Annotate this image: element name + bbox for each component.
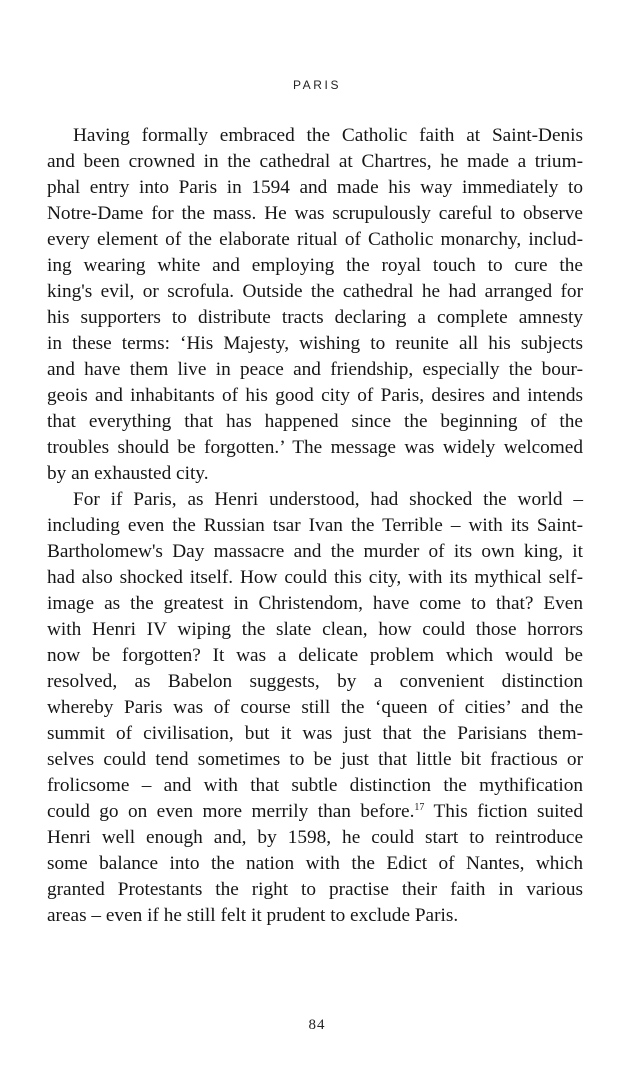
line-text: including even the Russian tsar Ivan the Terrible – with its Saint- <box>47 515 583 536</box>
text-line <box>47 851 583 877</box>
line-text: selves could tend sometimes to be just that little bit fractious or <box>47 749 583 770</box>
line-text: summit of civilisation, but it was just that the Parisians them- <box>47 723 583 744</box>
line-text: Having formally embraced the Catholic faith at Saint-Denis <box>73 125 583 146</box>
text-line <box>47 331 583 357</box>
text-line <box>47 357 583 383</box>
text-line <box>47 201 583 227</box>
line-text-continued: This fiction suited <box>424 801 583 822</box>
line-text: frolicsome – and with that subtle distinction the mythification <box>47 775 583 796</box>
text-line <box>47 383 583 409</box>
line-text: by an exhausted city. <box>47 463 209 484</box>
line-text: that everything that has happened since the beginning of the <box>47 411 583 432</box>
text-line <box>47 825 583 851</box>
text-line <box>47 175 583 201</box>
text-line <box>47 487 583 513</box>
body-text <box>47 123 583 929</box>
line-text: resolved, as Babelon suggests, by a convenient distinction <box>47 671 583 692</box>
text-line <box>47 877 583 903</box>
text-line <box>47 721 583 747</box>
text-line <box>47 643 583 669</box>
text-line <box>47 565 583 591</box>
line-text: could go on even more merrily than before. <box>47 801 415 822</box>
line-text: areas – even if he still felt it prudent to exclude Paris. <box>47 905 459 926</box>
text-line <box>47 591 583 617</box>
text-line <box>47 279 583 305</box>
line-text: troubles should be forgotten.’ The message was widely welcomed <box>47 437 583 458</box>
line-text: For if Paris, as Henri understood, had shocked the world – <box>73 489 583 510</box>
line-text: whereby Paris was of course still the ‘queen of cities’ and the <box>47 697 583 718</box>
line-text: ing wearing white and employing the royal touch to cure the <box>47 255 583 276</box>
footnote-reference: 17 <box>414 802 425 813</box>
text-line <box>47 435 583 461</box>
text-line <box>47 513 583 539</box>
text-line <box>47 799 583 825</box>
text-line <box>47 669 583 695</box>
text-line <box>47 773 583 799</box>
text-line <box>47 305 583 331</box>
paragraph-1 <box>47 123 583 487</box>
line-text: king's evil, or scrofula. Outside the cathedral he had arranged for <box>47 281 583 302</box>
line-text: every element of the elaborate ritual of Catholic monarchy, includ- <box>47 229 583 250</box>
text-line <box>47 903 583 929</box>
text-line <box>47 461 583 487</box>
line-text: phal entry into Paris in 1594 and made his way immediately to <box>47 177 583 198</box>
text-line <box>47 409 583 435</box>
page-number: 84 <box>308 1017 326 1033</box>
text-line <box>47 253 583 279</box>
line-text: Bartholomew's Day massacre and the murder of its own king, it <box>47 541 583 562</box>
text-line <box>47 149 583 175</box>
line-text: image as the greatest in Christendom, have come to that? Even <box>47 593 583 614</box>
running-head: PARIS <box>292 78 342 92</box>
line-text: Notre-Dame for the mass. He was scrupulously careful to observe <box>47 203 583 224</box>
line-text: geois and inhabitants of his good city of Paris, desires and intends <box>47 385 583 406</box>
line-text: granted Protestants the right to practise their faith in various <box>47 879 583 900</box>
line-text: in these terms: ‘His Majesty, wishing to reunite all his subjects <box>47 333 583 354</box>
line-text: Henri well enough and, by 1598, he could start to reintroduce <box>47 827 583 848</box>
line-text: his supporters to distribute tracts declaring a complete amnesty <box>47 307 583 328</box>
paragraph-2 <box>47 487 583 929</box>
text-line <box>47 123 583 149</box>
line-text: and been crowned in the cathedral at Chartres, he made a trium- <box>47 151 583 172</box>
text-line <box>47 695 583 721</box>
line-text: and have them live in peace and friendship, especially the bour- <box>47 359 583 380</box>
text-line <box>47 747 583 773</box>
text-line <box>47 539 583 565</box>
line-text: with Henri IV wiping the slate clean, how could those horrors <box>47 619 583 640</box>
line-text: some balance into the nation with the Edict of Nantes, which <box>47 853 583 874</box>
text-line <box>47 617 583 643</box>
text-line <box>47 227 583 253</box>
line-text: now be forgotten? It was a delicate problem which would be <box>47 645 583 666</box>
line-text: had also shocked itself. How could this city, with its mythical self- <box>47 567 583 588</box>
